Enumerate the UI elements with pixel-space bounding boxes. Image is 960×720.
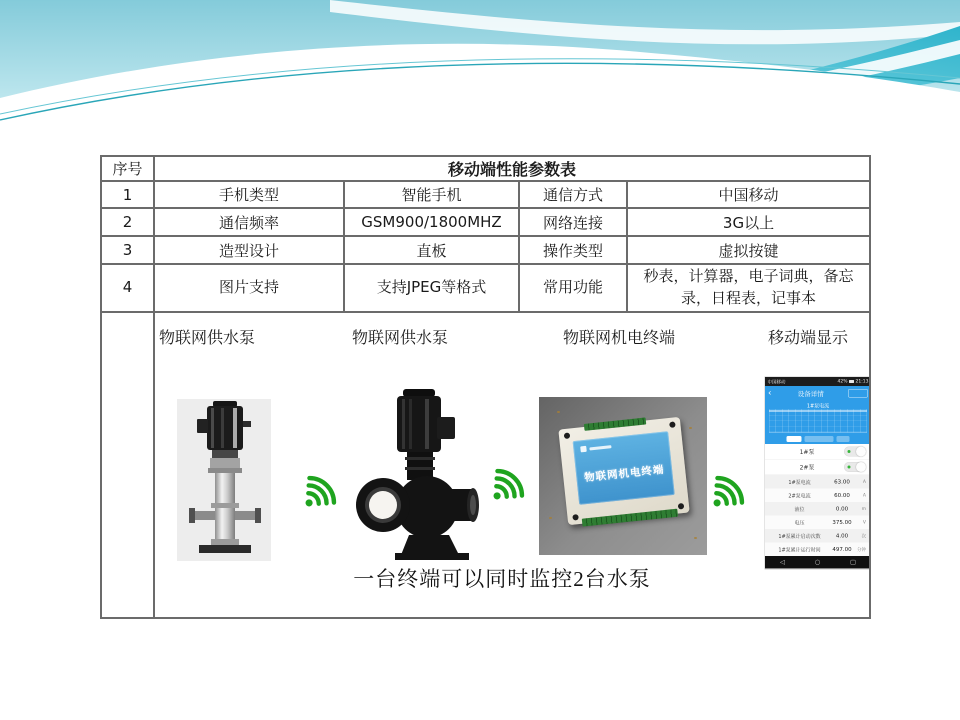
chart-range-button xyxy=(787,436,802,442)
back-icon: ‹ xyxy=(768,387,772,398)
value-unit: A xyxy=(862,492,866,498)
mobile-display-label: 移动端显示 xyxy=(767,328,848,347)
value-label: 1#泵电流 xyxy=(788,480,811,486)
row-number: 4 xyxy=(101,264,154,312)
value-row xyxy=(765,475,870,489)
value-unit: A xyxy=(862,479,866,485)
param-value: 虚拟按键 xyxy=(627,236,870,264)
pump2-toggle-label: 2#泵 xyxy=(799,463,815,471)
pump1-label: 物联网供水泵 xyxy=(159,328,256,347)
wifi-signal-icon xyxy=(288,464,347,523)
value-row xyxy=(765,543,870,557)
terminal-label: 物联网机电终端 xyxy=(562,328,675,347)
value-unit: V xyxy=(862,519,866,525)
params-table xyxy=(100,155,871,619)
carrier-label: 中国移动 xyxy=(767,379,786,385)
terminal-panel-text: 物联网机电终端 xyxy=(583,463,665,485)
pump1-toggle-row xyxy=(765,444,870,460)
clock-label: 21:13 xyxy=(855,379,869,384)
param-key: 造型设计 xyxy=(154,236,344,264)
param-value: 3G以上 xyxy=(627,208,870,236)
header-index-label: 序号 xyxy=(101,156,154,181)
row-number: 3 xyxy=(101,236,154,264)
param-key: 网络连接 xyxy=(519,208,627,236)
value-row xyxy=(765,502,870,516)
value-number: 4.00 xyxy=(835,532,849,539)
value-row xyxy=(765,489,870,503)
param-value: 智能手机 xyxy=(344,181,519,208)
chart-data-line xyxy=(769,411,867,412)
value-unit: 次 xyxy=(861,534,866,539)
terminal-logo-icon xyxy=(580,443,611,452)
phone-status-bar xyxy=(765,377,870,386)
row-number: 2 xyxy=(101,208,154,236)
value-label: 2#泵电流 xyxy=(788,493,811,499)
value-number: 60.00 xyxy=(834,492,850,499)
table-title: 移动端性能参数表 xyxy=(154,156,870,181)
nav-back-icon: ◁ xyxy=(779,558,785,566)
phone-value-list xyxy=(765,475,870,556)
pump1-toggle-label: 1#泵 xyxy=(799,448,815,456)
param-value: 直板 xyxy=(344,236,519,264)
row-number: 1 xyxy=(101,181,154,208)
terminal-enclosure xyxy=(558,417,689,525)
battery-percent: 42% xyxy=(837,379,848,384)
value-row xyxy=(765,529,870,543)
chart-title: 1#泵电流 xyxy=(806,403,830,409)
param-value: 中国移动 xyxy=(627,181,870,208)
value-label: 1#泵累计启动次数 xyxy=(778,534,821,540)
pump2-toggle-row xyxy=(765,460,870,476)
wave-banner xyxy=(0,0,960,135)
pump2-toggle xyxy=(844,462,866,472)
empty-cell xyxy=(101,312,154,618)
wifi-signal-icon xyxy=(476,457,535,516)
param-key: 图片支持 xyxy=(154,264,344,312)
iot-terminal-image xyxy=(539,397,707,555)
phone-page-title: 设备详情 xyxy=(797,390,824,398)
figure-caption: 一台终端可以同时监控2台水泵 xyxy=(353,567,651,591)
value-row xyxy=(765,516,870,530)
param-key: 常用功能 xyxy=(519,264,627,312)
value-unit: 分钟 xyxy=(856,547,866,553)
param-key: 操作类型 xyxy=(519,236,627,264)
chart-range-button xyxy=(837,436,850,442)
param-value: GSM900/1800MHZ xyxy=(344,208,519,236)
phone-screenshot xyxy=(765,377,870,569)
value-label: 1#泵累计运行时间 xyxy=(778,547,821,553)
pump2-label: 物联网供水泵 xyxy=(352,328,449,347)
pump-current-chart xyxy=(765,400,870,444)
terminal-blue-panel xyxy=(573,431,675,505)
inline-pump-image xyxy=(345,387,481,567)
param-key: 手机类型 xyxy=(154,181,344,208)
param-value: 支持JPEG等格式 xyxy=(344,264,519,312)
battery-icon xyxy=(849,380,854,383)
nav-recent-icon: ▢ xyxy=(849,558,857,566)
chart-date-label xyxy=(805,436,834,442)
param-value: 秒表，计算器，电子词典，备忘录，日程表，记事本 xyxy=(627,264,870,312)
nav-home-icon: ○ xyxy=(814,558,821,566)
value-number: 63.00 xyxy=(834,478,850,485)
value-number: 497.00 xyxy=(832,546,852,553)
value-number: 375.00 xyxy=(832,519,852,526)
phone-app-header xyxy=(765,386,870,400)
vertical-pump-image xyxy=(177,399,271,561)
chart-controls xyxy=(765,436,870,442)
value-label: 液位 xyxy=(794,507,805,513)
chart-plot-area xyxy=(769,409,867,433)
pump1-toggle xyxy=(844,447,866,457)
value-label: 电压 xyxy=(794,520,805,526)
value-number: 0.00 xyxy=(835,505,849,512)
header-action-button xyxy=(848,389,868,398)
figure-cell xyxy=(154,312,870,618)
param-key: 通信频率 xyxy=(154,208,344,236)
value-unit: m xyxy=(861,506,866,512)
param-key: 通信方式 xyxy=(519,181,627,208)
